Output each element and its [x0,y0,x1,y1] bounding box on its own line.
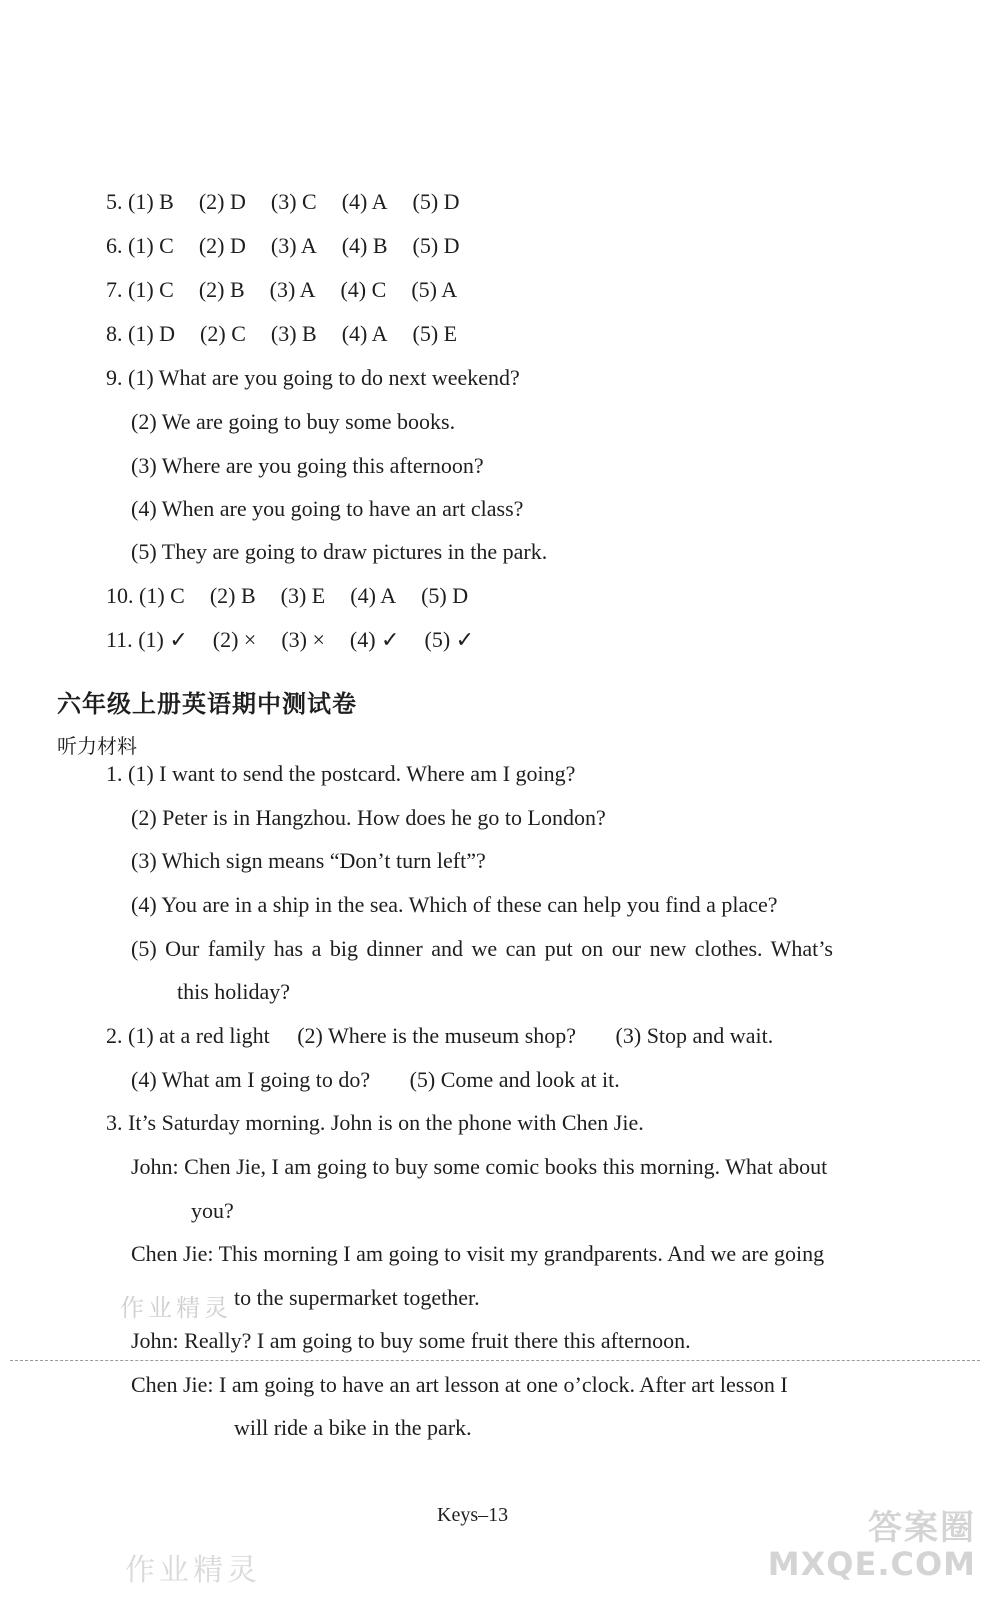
watermark-text: 作业精灵 [120,1294,232,1322]
answer-item: (3) × [281,627,325,652]
answer-row-7 [106,276,482,304]
answer-item: (1) ✓ [138,627,188,652]
answer-item: (2) × [212,627,257,652]
listening-item: (4) What am I going to do? [131,1067,371,1092]
answer-item: (1) C [139,583,185,608]
answer-row-8 [106,320,482,348]
answer-9-line-4: (4) When are you going to have an art class? [131,496,524,521]
answer-row-10 [106,582,493,610]
answer-row-5 [106,188,485,216]
answer-item: (5) E [412,321,458,346]
answer-row-6 [106,232,485,260]
answer-9-line-3: (3) Where are you going this afternoon? [131,453,484,478]
answer-item: (3) B [270,321,317,346]
answer-item: (4) A [350,583,397,608]
listening-1-line-1 [106,760,575,788]
answer-item: (4) A [341,321,388,346]
answer-item: (4) A [341,189,388,214]
dialog-line: to the supermarket together. [234,1285,480,1310]
question-number: 10. [106,583,134,608]
answer-item: (5) D [412,233,460,258]
listening-2-row-2 [131,1066,620,1094]
listening-1-line-3: (3) Which sign means “Don’t turn left”? [131,848,486,873]
answer-item: (2) C [200,321,246,346]
watermark-logo: 答案圈 [868,1508,976,1548]
answer-item: (1) C [128,277,174,302]
question-number: 2. [106,1023,123,1048]
dialog-line: Chen Jie: I am going to have an art lesson at one o’clock. After art lesson I [131,1372,788,1397]
answer-item: (3) C [270,189,317,214]
listening-item: (1) at a red light [128,1023,270,1048]
listening-1-line-5: (5) Our family has a big dinner and we can put on our new clothes. What’s [131,936,833,961]
answer-item: (1) C [128,233,174,258]
answer-item: (2) D [198,189,246,214]
question-number: 1. [106,761,123,786]
page-number: Keys–13 [437,1504,509,1526]
question-number: 9. [106,365,123,390]
answer-item: (5) A [411,277,458,302]
listening-item: (2) Where is the museum shop? [297,1023,577,1048]
dialog-line: John: Chen Jie, I am going to buy some comic books this morning. What about [131,1154,828,1179]
dialog-line: you? [191,1198,234,1223]
answer-item: (1) B [128,189,174,214]
answer-item: (5) D [421,583,469,608]
answer-row-11 [106,626,499,654]
answer-item: (4) C [340,277,387,302]
answer-item: (1) D [128,321,176,346]
question-number: 7. [106,277,123,302]
divider [10,1360,980,1361]
dialog-line: John: Really? I am going to buy some fruit there this afternoon. [131,1328,691,1353]
watermark-text: 作业精灵 [125,1553,261,1588]
answer-item: (3) E [280,583,326,608]
section-title: 六年级上册英语期中测试卷 [57,690,357,718]
watermark-url: MXQE.COM [767,1545,976,1583]
listening-2-row-1 [106,1022,773,1050]
answer-item: (4) ✓ [349,627,400,652]
answer-9-line-1 [106,364,520,392]
answer-item: (2) D [198,233,246,258]
listening-3-intro: 3. It’s Saturday morning. John is on the phone with Chen Jie. [106,1110,644,1135]
question-number: 11. [106,627,133,652]
listening-item: (5) Come and look at it. [409,1067,620,1092]
listening-1-line-6: this holiday? [177,979,291,1004]
answer-item: (2) B [209,583,256,608]
answer-item: (2) B [198,277,245,302]
answer-9-line-5: (5) They are going to draw pictures in the park. [131,539,548,564]
answer-item: (4) B [341,233,388,258]
listening-1-line-2: (2) Peter is in Hangzhou. How does he go to London? [131,805,606,830]
listening-item: (3) Stop and wait. [615,1023,774,1048]
listening-sentence: (1) I want to send the postcard. Where am I going? [128,761,576,786]
answer-item: (5) ✓ [424,627,475,652]
listening-1-line-4: (4) You are in a ship in the sea. Which of these can help you find a place? [131,892,778,917]
dialog-line: will ride a bike in the park. [234,1415,472,1440]
dialog-line: Chen Jie: This morning I am going to visit my grandparents. And we are going [131,1241,825,1266]
section-subtitle: 听力材料 [57,734,137,758]
question-number: 6. [106,233,123,258]
answer-sentence: (1) What are you going to do next weekend? [128,365,520,390]
answer-9-line-2: (2) We are going to buy some books. [131,409,456,434]
answer-item: (3) A [269,277,316,302]
question-number: 5. [106,189,123,214]
answer-item: (5) D [412,189,460,214]
answer-item: (3) A [270,233,317,258]
question-number: 8. [106,321,123,346]
